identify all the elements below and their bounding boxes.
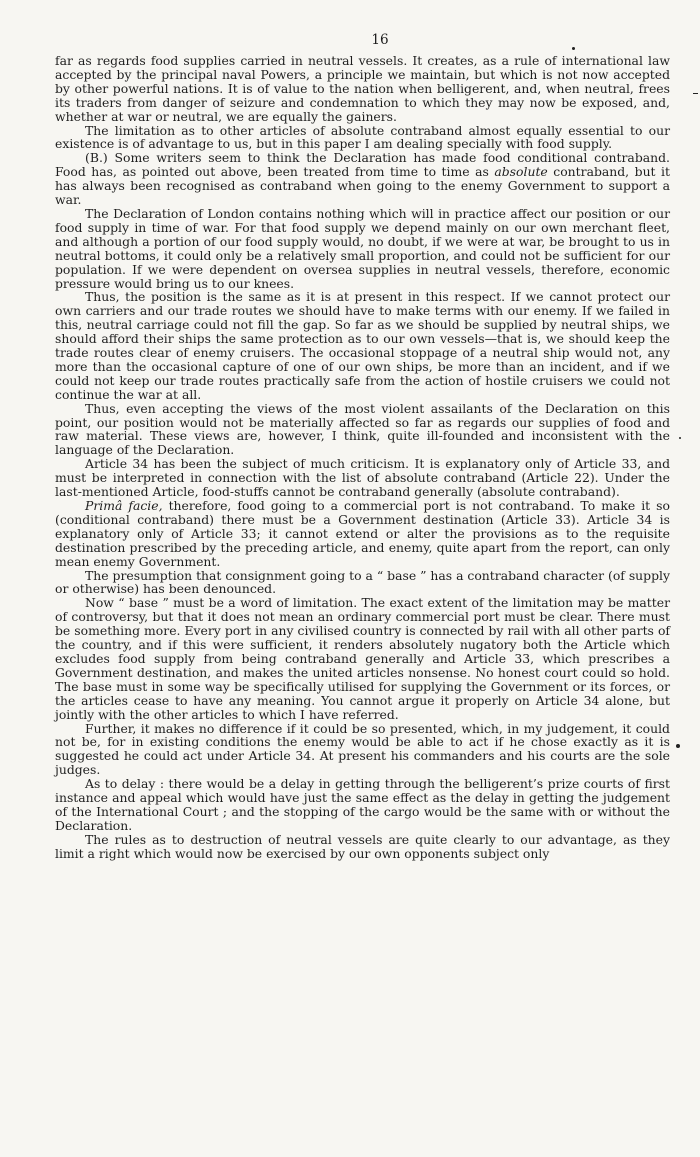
margin-dot: [679, 437, 681, 439]
body-text: [55, 54, 670, 861]
paragraph: Now “ base ” must be a word of limitation. The exact extent of the limitation may be matter of controversy, but that it does not mean an ordinary commercial port must be clear. There must be something more. Every port in any civilised country is connected by rail with all other parts of the country, and if this were sufficient, it renders absolutely nugatory both the Article which excludes food supply from being contraband generally and Article 33, which prescribes a Government destination, and makes the united articles nonsense. No honest court could so hold. The base must in some way be specifically utilised for supplying the Government or its forces, or the articles cease to have any meaning. You cannot argue it properly on Article 34 alone, but jointly with the other articles to which I have referred.: [55, 595, 670, 722]
paragraph: Further, it makes no difference if it could be so presented, which, in my judgement, it could not be, for in existing conditions the enemy would be able to act if he chose exactly as it is suggested he could act under Article 34. At present his commanders and his courts are the sole judges.: [55, 720, 670, 778]
paragraph: Primâ facie, therefore, food going to a commercial port is not contraband. To make it so (conditional contraband) there must be a Government destination (Article 33). Article 34 is explanatory only of Article 33; it cannot extend or alter the provisions as to the requisite destination prescribed by the preceding article, and enemy, quite apart from the report, can only mean enemy Government.: [55, 498, 670, 569]
margin-dash: [693, 93, 698, 94]
paragraph: The Declaration of London contains nothing which will in practice affect our position or our food supply in time of war. For that food supply we depend mainly on our own merchant fleet, and although a portion of our food supply would, no doubt, if we were at war, be brought to us in neutral bottoms, it could only be a relatively small proportion, and could not be sufficient for our population. If we were dependent on oversea supplies in neutral vessels, therefore, economic pressure would bring us to our knees.: [55, 205, 670, 291]
page-number: 16: [371, 32, 389, 48]
italic-term: absolute: [494, 164, 548, 180]
paragraph: (B.) Some writers seem to think the Declaration has made food conditional contraband. Food has, as pointed out above, been treated from time to time as absolute contraband, but it has always been recognised as contraband when going to the enemy Government to support a war.: [55, 150, 670, 208]
italic-term: Primâ facie,: [85, 498, 163, 513]
paragraph: The limitation as to other articles of absolute contraband almost equally essential to our existence is of advantage to us, but in this paper I am dealing specially with food supply.: [55, 122, 670, 152]
paragraph: Thus, even accepting the views of the most violent assailants of the Declaration on this point, our position would not be materially affected so far as regards our supplies of food and raw material. These views are, however, I think, quite ill-founded and inconsistent with the language of the Declaration.: [55, 400, 670, 458]
margin-dot: [676, 744, 680, 748]
paragraph: The rules as to destruction of neutral vessels are quite clearly to our advantage, as they limit a right which would now be exercised by our own opponents subject only: [55, 831, 670, 861]
paragraph: As to delay : there would be a delay in getting through the belligerent’s prize courts of first instance and appeal which would have just the same effect as the delay in getting the judgement of the International Court ; and the stopping of the cargo would be the same with or without the Declaration.: [55, 776, 670, 833]
paragraph: The presumption that consignment going to a “ base ” has a contraband character (of supply or otherwise) has been denounced.: [55, 567, 670, 597]
margin-dot: [572, 47, 575, 50]
paragraph: Thus, the position is the same as it is at present in this respect. If we cannot protect our own carriers and our trade routes we should have to make terms with our enemy. If we failed in this, neutral carriage could not fill the gap. So far as we should be supplied by neutral ships, we should afford their ships the same protection as to our own vessels—that is, we should keep the trade routes clear of enemy cruisers. The occasional stoppage of a neutral ship would not, any more than the occasional capture of one of our own ships, be more than an incident, and if we could not keep our trade routes practically safe from the action of hostile cruisers we could not continue the war at all.: [55, 289, 670, 402]
paragraph: Article 34 has been the subject of much criticism. It is explanatory only of Article 33, and must be interpreted in connection with the list of absolute contraband (Article 22). Under the last-mentioned Article, food-stuffs cannot be contraband generally (absolute contraband).: [55, 456, 670, 500]
paragraph: far as regards food supplies carried in neutral vessels. It creates, as a rule of international law accepted by the principal naval Powers, a principle we maintain, but which is not now accepted by other powerful nations. It is of value to the nation when belligerent, and, when neutral, frees its traders from danger of seizure and condemnation to which they may now be exposed, and, whether at war or neutral, we are equally the gainers.: [55, 53, 670, 124]
